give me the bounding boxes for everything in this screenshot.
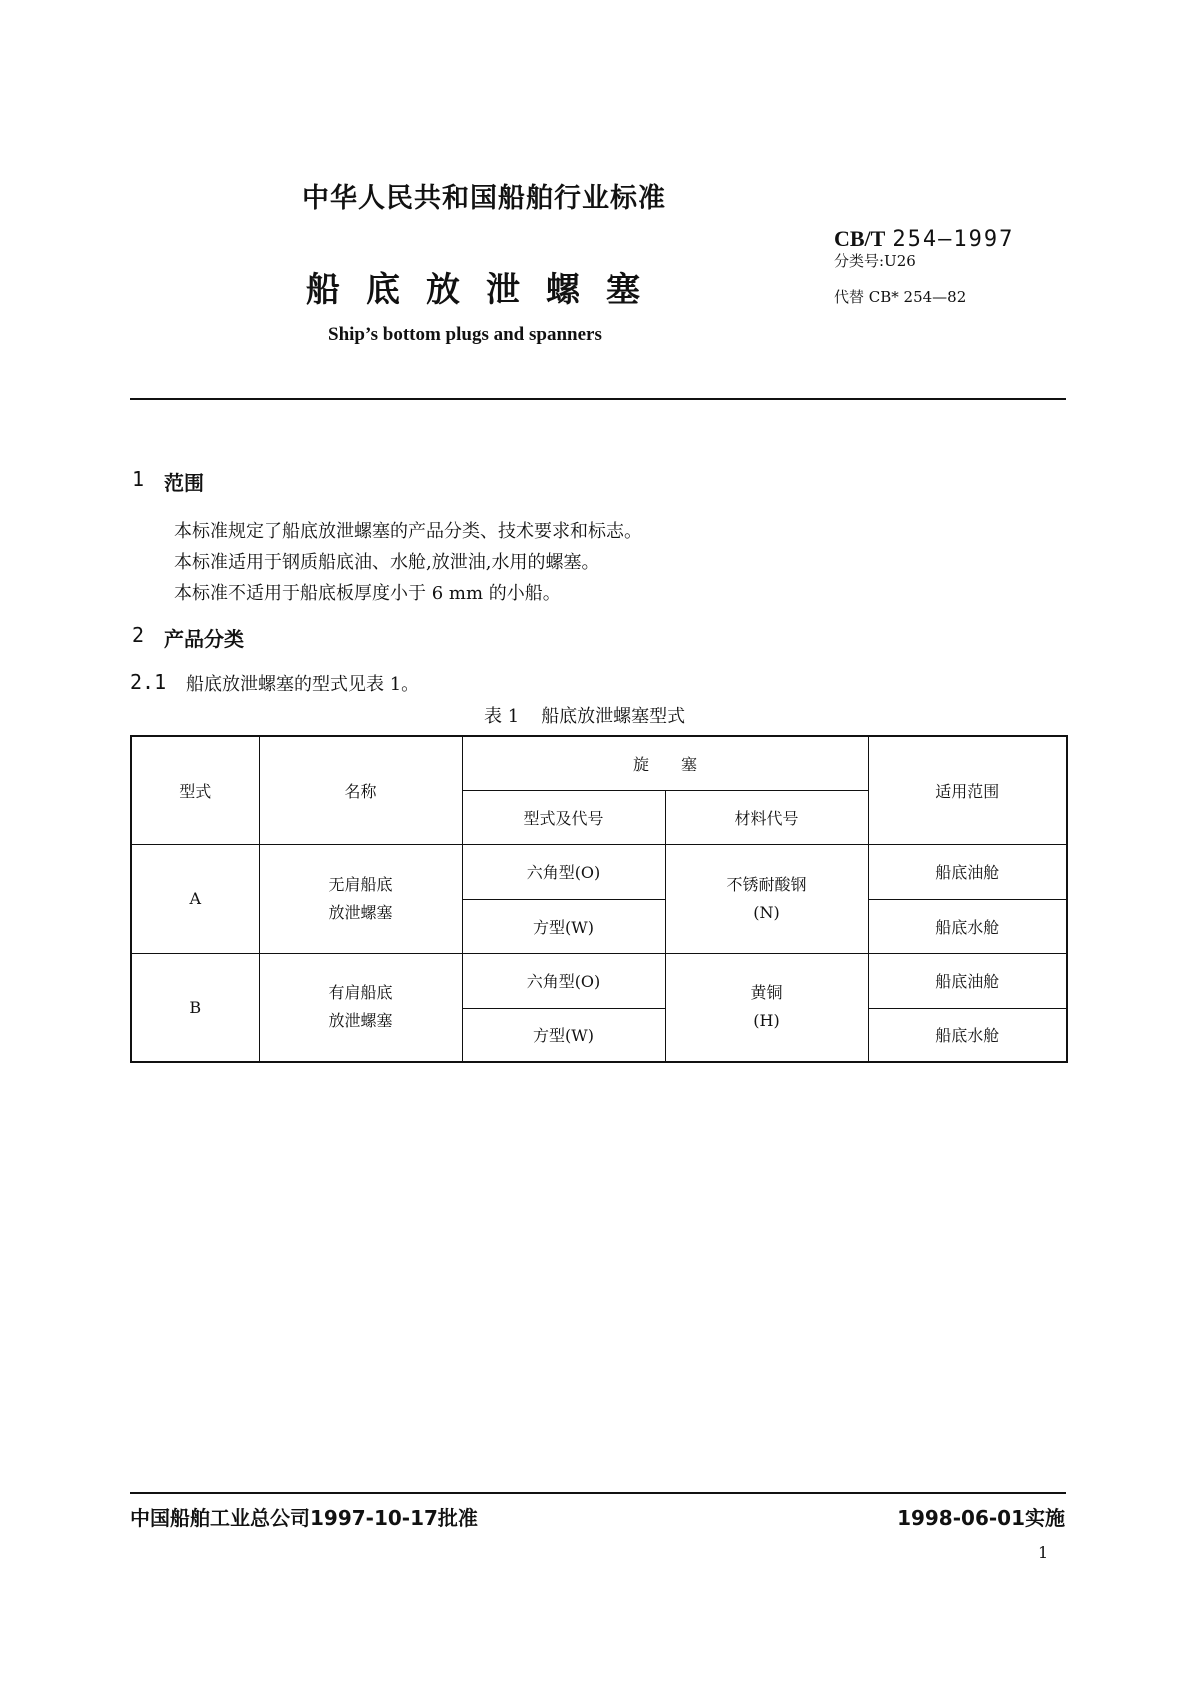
implementation-date: 1998-06-01实施: [897, 1506, 1065, 1530]
footer-divider: [130, 1492, 1066, 1494]
plug-types-table: [130, 735, 1068, 1063]
clause-2-1-number: 2.1: [130, 670, 167, 694]
header-divider: [130, 398, 1066, 400]
standard-code: 254—1997: [892, 227, 1015, 252]
org-title: 中华人民共和国船舶行业标准: [302, 183, 666, 214]
approval-statement: 中国船舶工业总公司1997-10-17批准: [130, 1506, 478, 1530]
row-a-type: A: [131, 844, 259, 953]
table-row: [131, 844, 1067, 899]
scope-paragraph: 本标准不适用于船底板厚度小于 6 mm 的小船。: [174, 583, 561, 604]
row-b-form-square: 方型(W): [462, 1008, 665, 1062]
row-a-application-water: 船底水舱: [868, 899, 1067, 953]
table-caption: [484, 702, 685, 728]
row-b-material: [665, 953, 868, 1062]
table-caption-title: 船底放泄螺塞型式: [541, 706, 686, 727]
header-name: 名称: [259, 736, 462, 844]
row-a-material-line1: 不锈耐酸钢: [726, 874, 807, 894]
scope-paragraph: 本标准规定了船底放泄螺塞的产品分类、技术要求和标志。: [174, 521, 642, 542]
row-a-form-hex: 六角型(O): [462, 844, 665, 899]
header-application: 适用范围: [868, 736, 1067, 844]
scope-paragraph: 本标准适用于钢质船底油、水舱,放泄油,水用的螺塞。: [174, 552, 600, 573]
row-b-form-hex: 六角型(O): [462, 953, 665, 1008]
row-b-material-line2: (H): [753, 1011, 780, 1031]
classification-number: 分类号:U26: [834, 252, 916, 270]
row-b-name-line2: 放泄螺塞: [328, 1011, 393, 1031]
row-b-name: [259, 953, 462, 1062]
section-2-title: 产品分类: [164, 627, 244, 651]
header-form-code: 型式及代号: [462, 790, 665, 844]
row-a-name: [259, 844, 462, 953]
row-b-type: B: [131, 953, 259, 1062]
row-a-material: [665, 844, 868, 953]
table-row: [131, 953, 1067, 1008]
section-2-number: 2: [132, 623, 145, 647]
clause-2-1-text: 船底放泄螺塞的型式见表 1。: [186, 674, 420, 695]
row-a-name-line1: 无肩船底: [328, 874, 393, 894]
document-title: 船底放泄螺塞: [306, 270, 666, 310]
row-a-form-square: 方型(W): [462, 899, 665, 953]
table-caption-label: 表 1: [484, 706, 520, 727]
row-a-name-line2: 放泄螺塞: [328, 902, 393, 922]
section-1-title: 范围: [164, 471, 204, 495]
section-1-number: 1: [132, 467, 145, 491]
row-b-material-line1: 黄铜: [750, 983, 783, 1003]
document-subtitle: Ship’s bottom plugs and spanners: [328, 324, 602, 345]
header-material-code: 材料代号: [665, 790, 868, 844]
row-b-name-line1: 有肩船底: [328, 983, 393, 1003]
page-number: 1: [1038, 1543, 1049, 1562]
replaces-standard: 代替 CB* 254—82: [834, 288, 967, 306]
standard-number: [834, 226, 1014, 252]
standard-prefix: CB/T: [834, 226, 886, 251]
row-a-application-oil: 船底油舱: [868, 844, 1067, 899]
row-b-application-water: 船底水舱: [868, 1008, 1067, 1062]
header-type: 型式: [131, 736, 259, 844]
header-plug: 旋 塞: [462, 736, 868, 790]
row-a-material-line2: (N): [753, 902, 780, 922]
row-b-application-oil: 船底油舱: [868, 953, 1067, 1008]
